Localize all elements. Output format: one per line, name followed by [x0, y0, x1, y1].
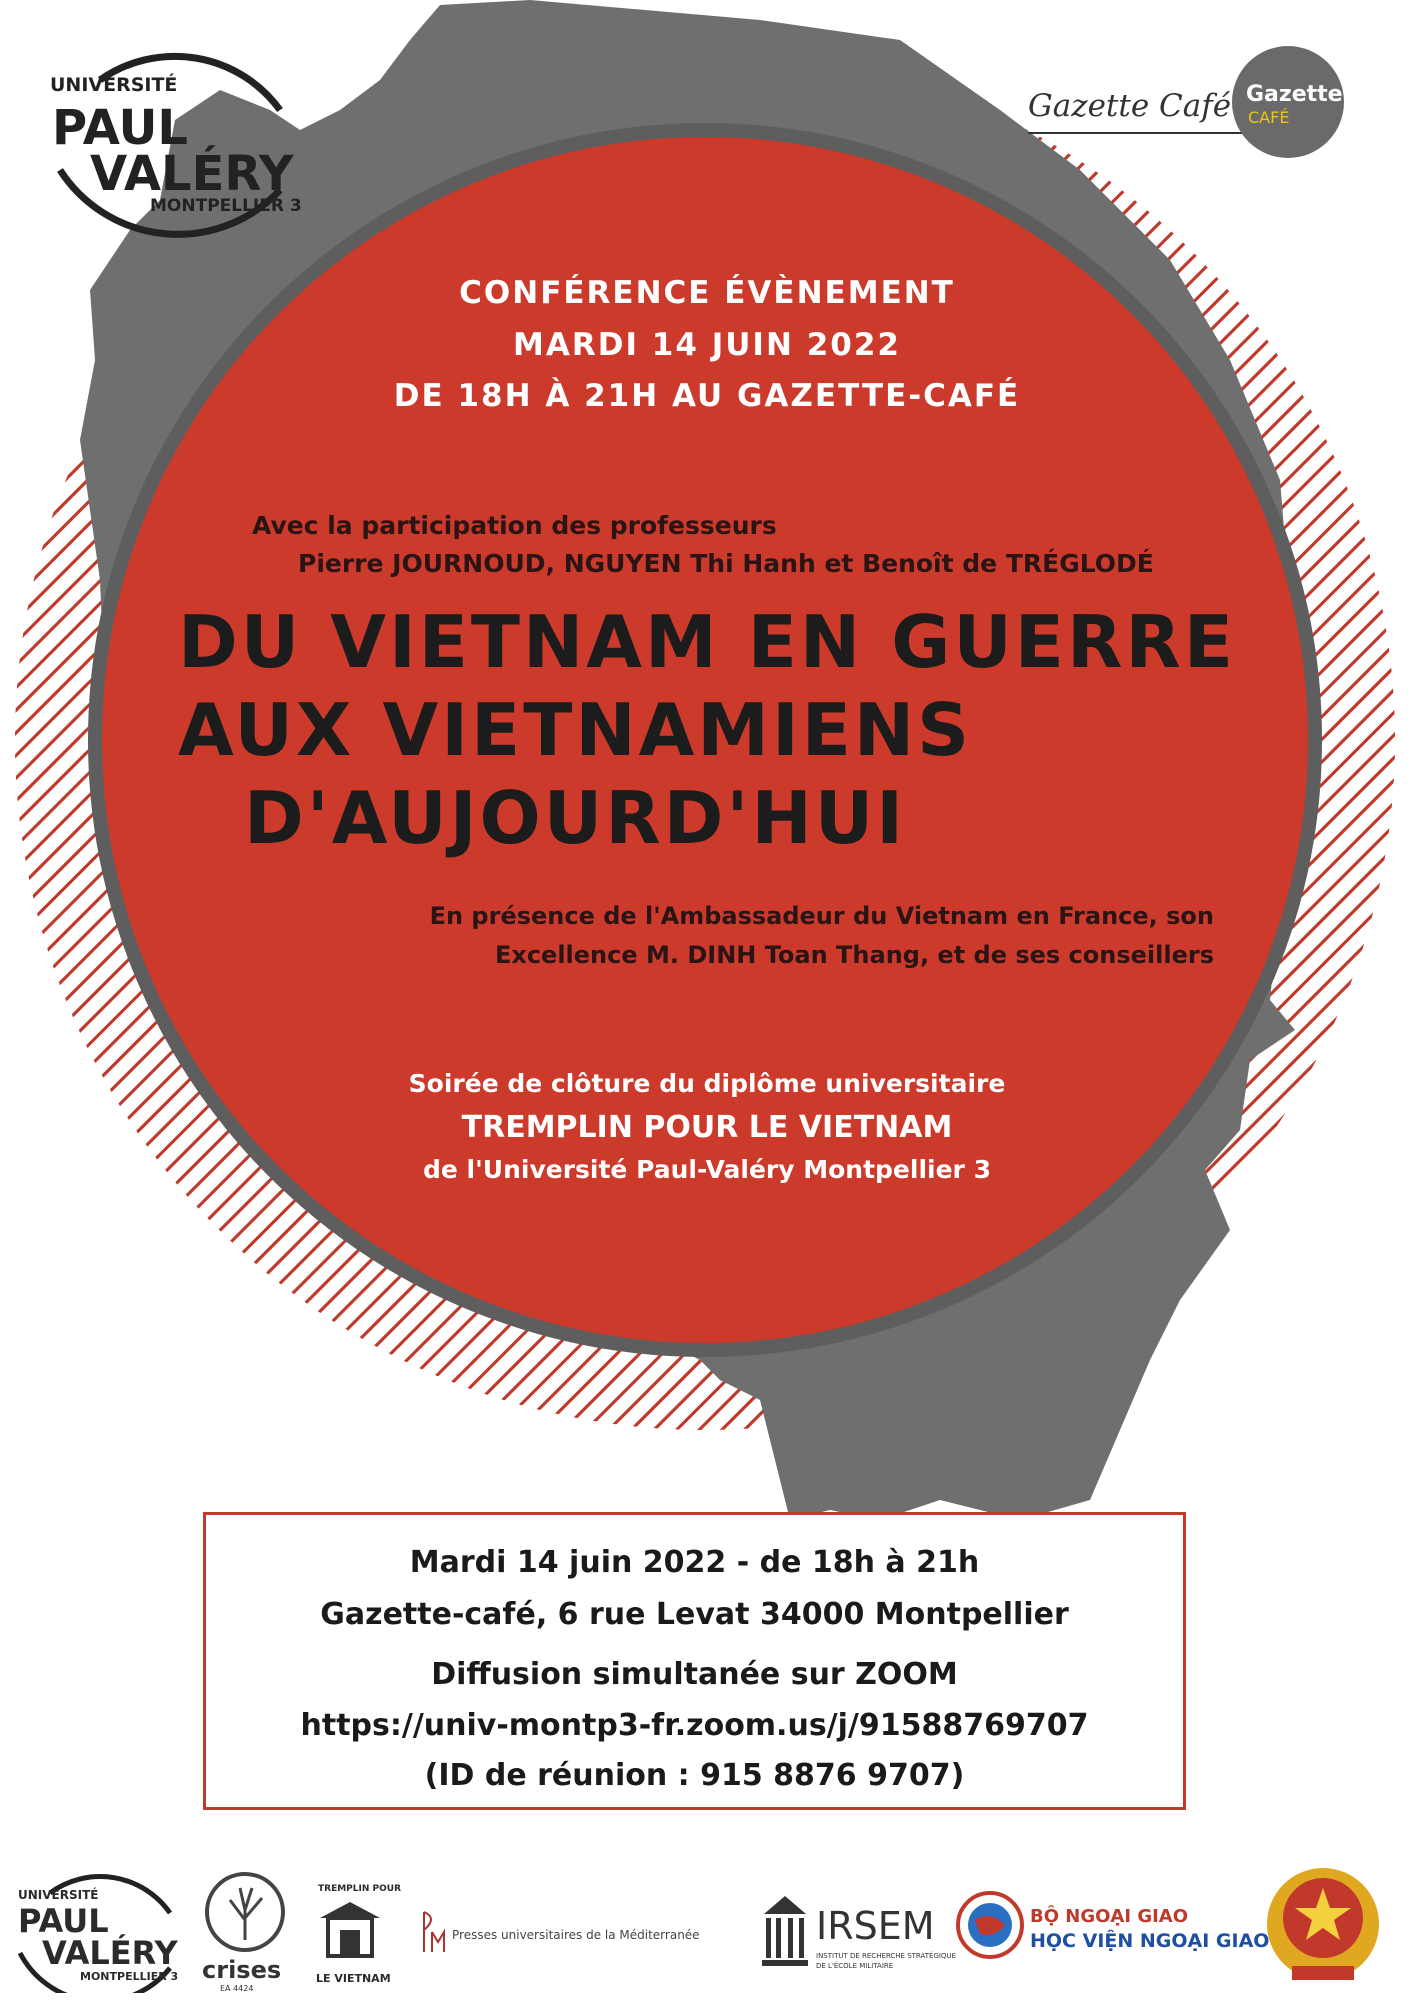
presses-mark-icon: [420, 1908, 446, 1958]
footer-emblem: [1262, 1862, 1384, 1992]
university-logo-top: [40, 40, 320, 240]
info-address: Gazette-café, 6 rue Levat 34000 Montpellier: [320, 1597, 1069, 1632]
footer-tremplin-top: TREMPLIN POUR: [318, 1884, 402, 1894]
title-line-1: DU VIETNAM EN GUERRE: [177, 600, 1237, 684]
gazette-badge-sub: CAFÉ: [1248, 108, 1290, 127]
logo-valery: VALÉRY: [90, 146, 294, 202]
presence-line-2: Excellence M. DINH Toan Thang, et de ses conseillers: [494, 941, 1214, 969]
participation-intro: Avec la participation des professeurs: [252, 511, 777, 540]
info-zoom: Diffusion simultanée sur ZOOM: [431, 1657, 958, 1692]
closing-program: TREMPLIN POUR LE VIETNAM: [461, 1110, 953, 1145]
footer-crises-logo: [200, 1870, 290, 1995]
footer-dav-logo: [955, 1880, 1270, 1980]
closing-line-3: de l'Université Paul-Valéry Montpellier 3: [423, 1155, 991, 1184]
footer-presses-name: Presses universitaires de la Méditerranée: [452, 1928, 700, 1942]
footer-crises-code: EA 4424: [220, 1984, 254, 1993]
footer-upv-logo: [10, 1868, 190, 1993]
participation-names: Pierre JOURNOUD, NGUYEN Thi Hanh et Benoît de TRÉGLODÉ: [298, 549, 1154, 578]
info-box: [203, 1512, 1186, 1810]
logo-montpellier: MONTPELLIER 3: [150, 196, 302, 216]
footer-crises-name: crises: [202, 1956, 282, 1984]
title-line-3: D'AUJOURD'HUI: [243, 776, 906, 860]
footer-irsem-sub2: DE L'ÉCOLE MILITAIRE: [816, 1962, 894, 1970]
footer-irsem-logo: [760, 1892, 956, 1992]
pagoda-icon: [310, 1898, 390, 1968]
footer-tremplin-bottom: LE VIETNAM: [316, 1972, 391, 1985]
footer-upv-universite: UNIVERSITÉ: [18, 1888, 99, 1902]
gazette-script: Gazette Café: [1028, 88, 1232, 124]
title-line-2: AUX VIETNAMIENS: [177, 688, 973, 772]
footer-tremplin-logo: [310, 1884, 402, 1994]
footer-upv-valery: VALÉRY: [42, 1934, 178, 1972]
logo-universite: UNIVERSITÉ: [50, 74, 178, 96]
event-date: MARDI 14 JUIN 2022: [513, 327, 901, 363]
footer-upv-montpellier: MONTPELLIER 3: [80, 1970, 179, 1983]
gazette-logo: [1020, 40, 1350, 170]
event-time-place: DE 18H À 21H AU GAZETTE-CAFÉ: [393, 378, 1021, 414]
footer-irsem-sub1: INSTITUT DE RECHERCHE STRATÉGIQUE: [816, 1952, 956, 1960]
vietnam-emblem-icon: [1262, 1862, 1384, 1992]
building-icon: [760, 1892, 810, 1972]
footer-presses-logo: [420, 1908, 740, 1968]
globe-icon: [955, 1890, 1025, 1960]
gazette-badge-title: Gazette: [1246, 82, 1343, 107]
footer-upv-paul: PAUL: [18, 1902, 109, 1940]
info-date: Mardi 14 juin 2022 - de 18h à 21h: [409, 1545, 980, 1580]
presence-line-1: En présence de l'Ambassadeur du Vietnam en France, son: [429, 902, 1214, 930]
footer-dav-line2: HỌC VIỆN NGOẠI GIAO: [1030, 1930, 1270, 1952]
footer-dav-line1: BỘ NGOẠI GIAO: [1030, 1906, 1189, 1927]
info-zoom-link[interactable]: https://univ-montp3-fr.zoom.us/j/91588769707: [300, 1708, 1089, 1743]
closing-line-1: Soirée de clôture du diplôme universitaire: [408, 1069, 1006, 1098]
footer-irsem-name: IRSEM: [816, 1904, 935, 1948]
logo-paul: PAUL: [52, 100, 189, 156]
event-type: CONFÉRENCE ÉVÈNEMENT: [459, 275, 955, 311]
info-meeting-id: (ID de réunion : 915 8876 9707): [424, 1758, 965, 1793]
